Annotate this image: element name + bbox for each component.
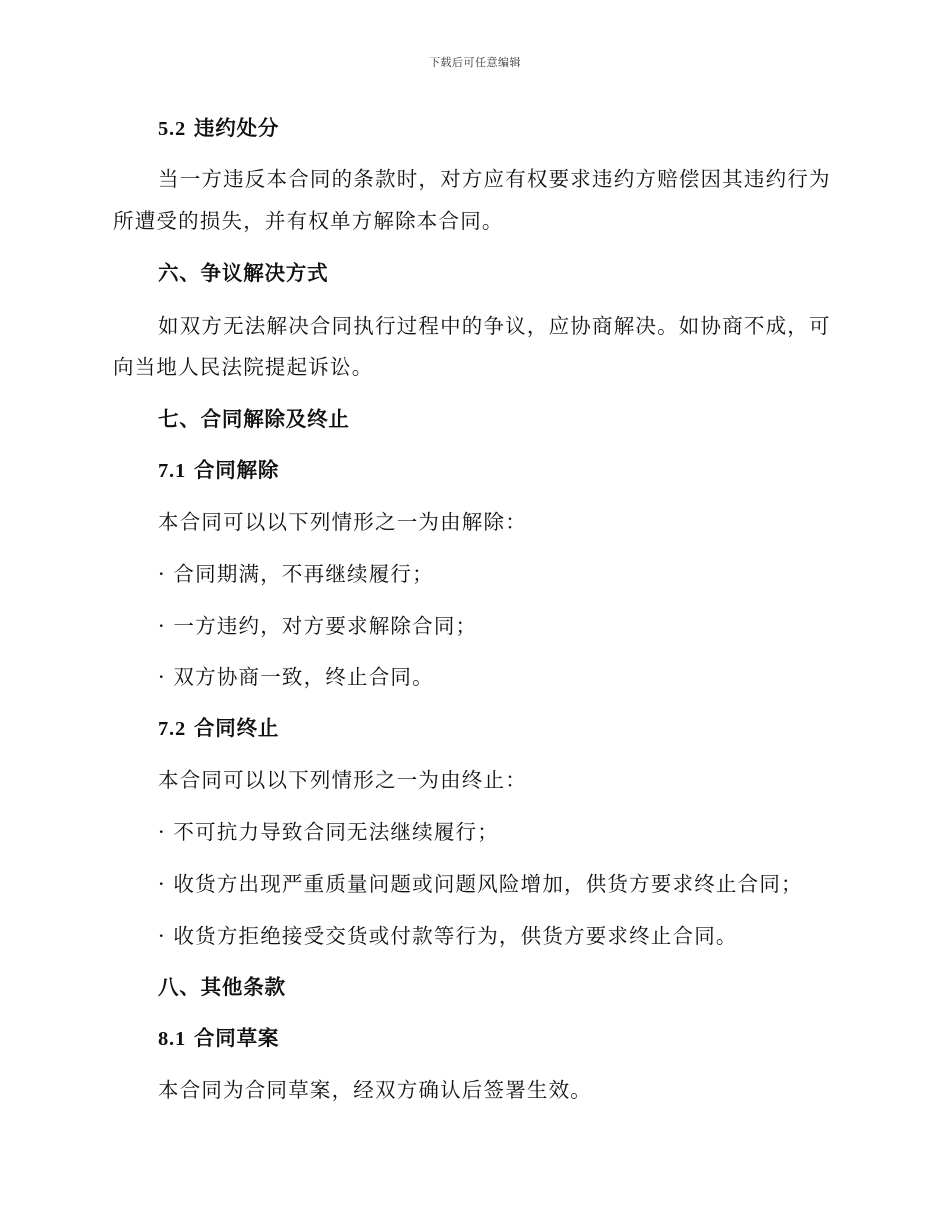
paragraph-line: 本合同可以以下列情形之一为由解除： [158,510,527,534]
section-title: 合同草案 [193,1026,280,1050]
paragraph-line: 当一方违反本合同的条款时，对方应有权要求违约方赔偿因其违约行为 [158,167,831,191]
section-number: 7.2 [158,718,187,740]
section-heading-7-1 [158,460,279,482]
section-number: 7.1 [158,460,187,482]
section-heading-5-2 [158,118,279,140]
paragraph-line: 如双方无法解决合同执行过程中的争议，应协商解决。如协商不成，可 [158,314,831,338]
section-heading-6: 六、争议解决方式 [158,261,329,285]
section-heading-7-2 [158,718,279,740]
list-item: · 收货方拒绝接受交货或付款等行为，供货方要求终止合同。 [158,924,738,948]
paragraph-line: 所遭受的损失，并有权单方解除本合同。 [113,209,504,233]
section-heading-8: 八、其他条款 [158,975,286,999]
section-number: 8.1 [158,1028,187,1050]
list-item: · 不可抗力导致合同无法继续履行； [158,820,499,844]
paragraph-line: 向当地人民法院提起诉讼。 [113,355,374,379]
paragraph-line: 本合同为合同草案，经双方确认后签署生效。 [158,1078,592,1102]
list-item: · 合同期满，不再继续履行； [158,562,434,586]
list-item: · 一方违约，对方要求解除合同； [158,614,478,638]
section-heading-7: 七、合同解除及终止 [158,407,350,431]
list-item: · 双方协商一致，终止合同。 [158,665,434,689]
paragraph-line: 本合同可以以下列情形之一为由终止： [158,768,527,792]
list-item: · 收货方出现严重质量问题或问题风险增加，供货方要求终止合同； [158,872,803,896]
section-title: 合同终止 [193,716,280,740]
section-title: 合同解除 [193,458,280,482]
section-title: 违约处分 [193,116,280,140]
section-number: 5.2 [158,118,187,140]
header-note: 下载后可任意编辑 [429,56,521,69]
section-heading-8-1 [158,1028,279,1050]
